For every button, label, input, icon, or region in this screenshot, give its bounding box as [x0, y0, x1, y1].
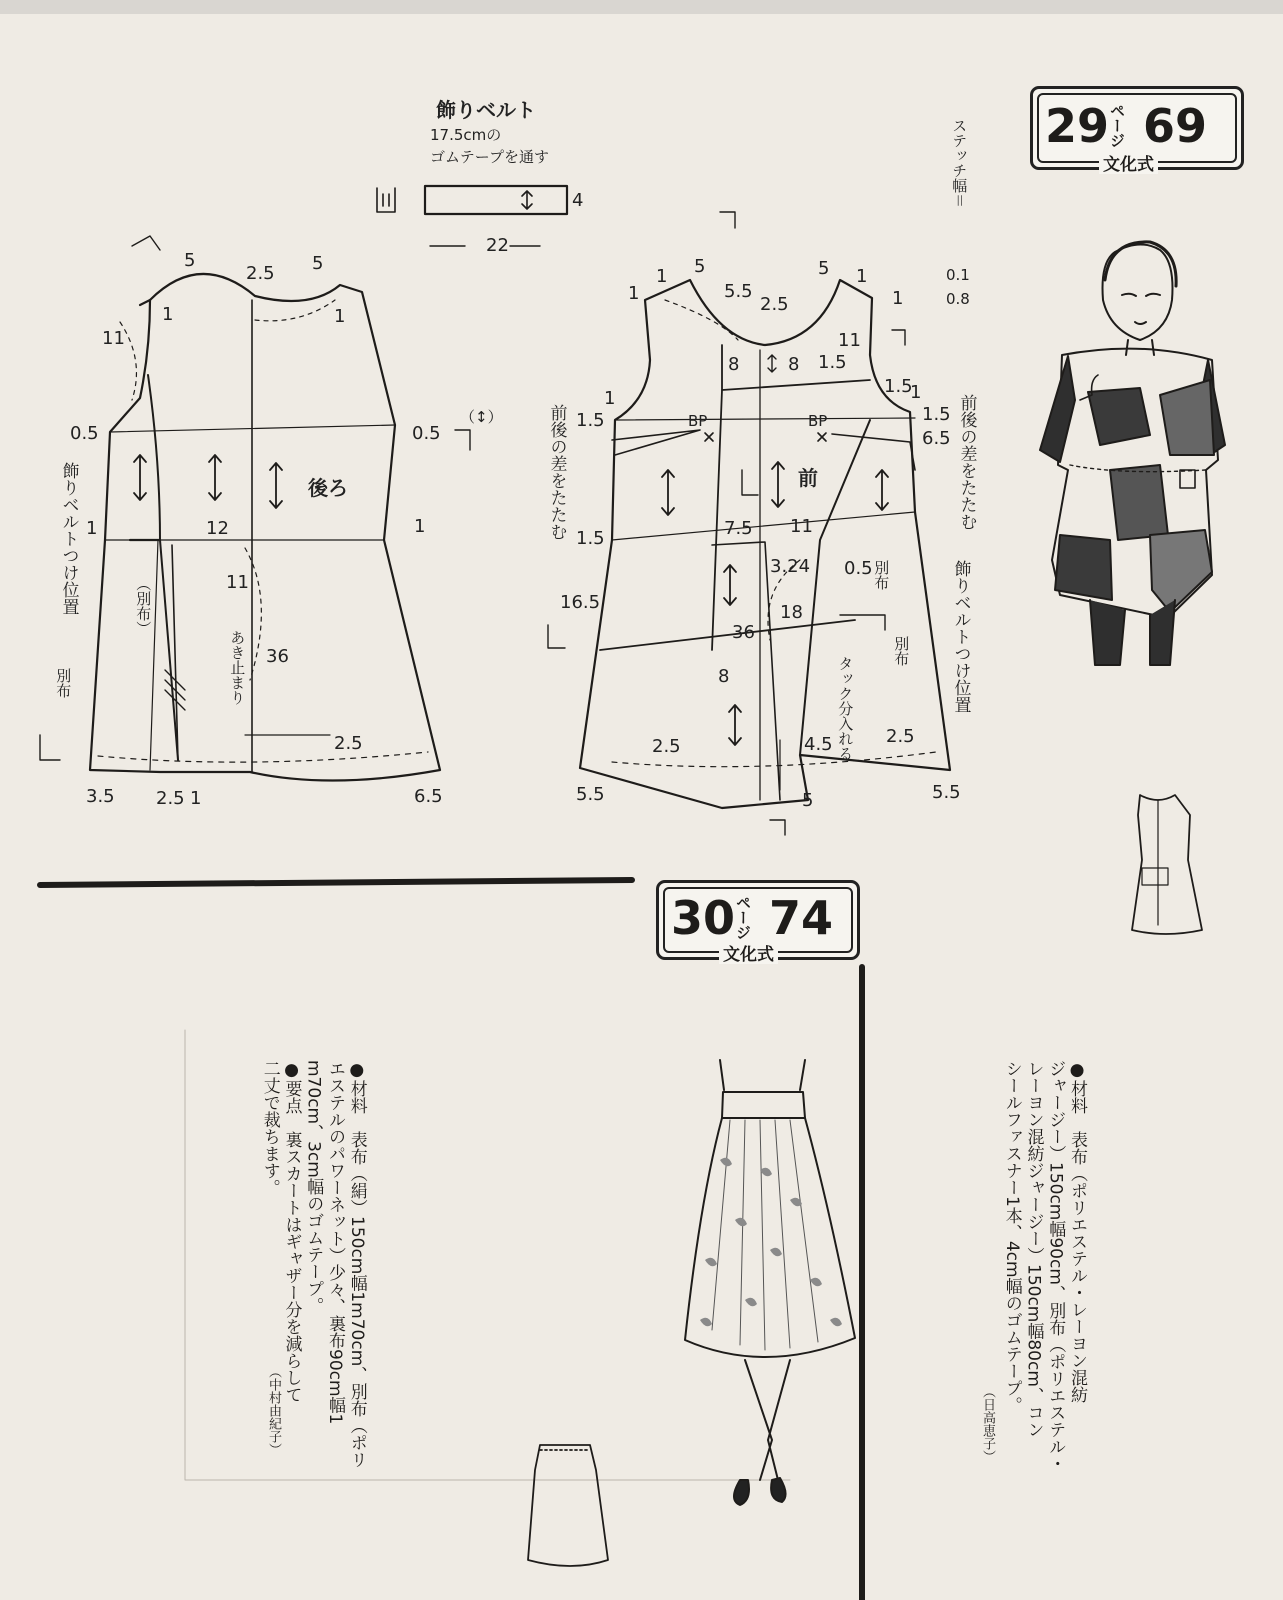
dim: 1.5	[818, 352, 847, 373]
back-opening-label: あき止まり	[228, 630, 247, 705]
dim: 2.5	[156, 788, 185, 809]
materials-30: ●材料 表布（絹）150cm幅1m70cm、別布（ポリ エステルのパワーネット）少々、裏布90cm幅1 m70cm、3cm幅のゴムテープ。 ●要点 裏スカートはギャザー分を減らして 二丈で裁ちます。	[259, 1060, 367, 1469]
dim: 1	[414, 516, 426, 537]
badge-page-number: 30	[671, 891, 736, 945]
dim: 16.5	[560, 592, 601, 613]
dim: 1	[604, 388, 616, 409]
front-piece-title: 前	[798, 466, 818, 490]
belt-note-line2: ゴムテープを通す	[430, 148, 549, 166]
back-piece-title: 後ろ	[308, 476, 348, 500]
dim: 1	[628, 283, 640, 304]
dim: 11	[102, 328, 125, 349]
dim: 2.5	[246, 263, 275, 284]
materials-29: ●材料 表布（ポリエステル・レーヨン混紡 ジャージー）150cm幅90cm、別布（ポリエステル・ レーヨン混紡ジャージー）150cm幅80cm、コン シールファスナー1本、4cm幅のゴムテープ。	[1001, 1060, 1087, 1472]
materials-29-author: （日高恵子）	[980, 1385, 995, 1463]
dim: 6.5	[922, 428, 951, 449]
front-belt-position-label: 飾りベルトつけ位置	[950, 560, 971, 713]
dim: 4.5	[804, 734, 833, 755]
belt-pattern	[377, 186, 567, 246]
belt-title: 飾りベルト	[436, 98, 536, 122]
belt-width: 22	[486, 235, 509, 256]
dim: 18	[780, 602, 803, 623]
stitch-value-2: 0.8	[946, 290, 970, 308]
badge-page-number: 29	[1045, 99, 1110, 153]
dim: 0.5	[412, 423, 441, 444]
dim: 36	[732, 622, 755, 643]
dim: 1	[190, 788, 202, 809]
dim: 8	[788, 354, 800, 375]
dim: 5.5	[724, 281, 753, 302]
badge-page-label: ページ	[1108, 103, 1126, 148]
front-dart-left-label: 前後の差をたたむ	[546, 404, 567, 540]
back-belt-position-label: 飾りベルトつけ位置	[58, 462, 79, 615]
badge-page-label: ページ	[734, 895, 752, 940]
page-badge-30	[656, 880, 860, 965]
belt-height: 4	[572, 190, 584, 211]
bp-left: BP	[688, 412, 708, 430]
dim: 1	[892, 288, 904, 309]
skirt-model-illustration	[685, 1060, 855, 1505]
badge-system: 文化式	[719, 947, 778, 964]
divider-horizontal	[40, 880, 632, 885]
dim: 1	[334, 306, 346, 327]
dim: 1.5	[884, 376, 913, 397]
tunic-model-illustration	[1040, 242, 1225, 665]
back-paren-arrow: （↕）	[460, 408, 503, 426]
dim: 1.5	[922, 404, 951, 425]
dim: 11	[838, 330, 861, 351]
dim: 0.5	[70, 423, 99, 444]
back-betsu2-label: 別布	[54, 668, 73, 698]
badge-model-number: 69	[1143, 99, 1208, 153]
bp-right: BP	[808, 412, 828, 430]
dim: 11	[226, 572, 249, 593]
dim: 1	[856, 266, 868, 287]
dim: 1.5	[576, 528, 605, 549]
dim: 5.5	[576, 784, 605, 805]
dim: 0.5	[844, 558, 873, 579]
materials-30-author: （中村由紀子）	[266, 1365, 281, 1456]
dim: 3.24	[770, 556, 811, 577]
dim: 2.5	[652, 736, 681, 757]
badge-system: 文化式	[1099, 157, 1158, 174]
dim: 5	[184, 250, 196, 271]
dim: 1.5	[576, 410, 605, 431]
tunic-back-view	[1132, 795, 1202, 934]
dim: 1	[162, 304, 174, 325]
dim: 8	[718, 666, 730, 687]
page-badge-29	[1030, 86, 1244, 175]
dim: 36	[266, 646, 289, 667]
front-dart-right-label: 前後の差をたたむ	[956, 394, 977, 530]
dim: 1	[910, 382, 922, 403]
front-betsu-label: 別布	[872, 560, 891, 590]
dim: 12	[206, 518, 229, 539]
back-bodice-pattern	[40, 236, 470, 781]
dim: 1	[86, 518, 98, 539]
front-betsu2-label: 別布	[892, 636, 911, 666]
dim: 5	[694, 256, 706, 277]
stitch-value-1: 0.1	[946, 266, 970, 284]
stitch-width-label: ステッチ幅＝	[950, 118, 969, 209]
dim: 6.5	[414, 786, 443, 807]
dim: 8	[728, 354, 740, 375]
belt-note-line1: 17.5cmの	[430, 126, 502, 144]
dim: 5	[818, 258, 830, 279]
dim: 11	[790, 516, 813, 537]
dim: 5	[312, 253, 324, 274]
back-betsu-label: （別布）	[134, 576, 153, 636]
dim: 5	[802, 790, 814, 811]
dim: 2.5	[760, 294, 789, 315]
skirt-pattern-flat	[528, 1445, 608, 1566]
front-tuck-label: タック分入れる	[836, 656, 855, 761]
dim: 2.5	[886, 726, 915, 747]
dim: 2.5	[334, 733, 363, 754]
dim: 5.5	[932, 782, 961, 803]
dim: 1	[656, 266, 668, 287]
dim: 3.5	[86, 786, 115, 807]
badge-model-number: 74	[769, 891, 834, 945]
dim: 7.5	[724, 518, 753, 539]
